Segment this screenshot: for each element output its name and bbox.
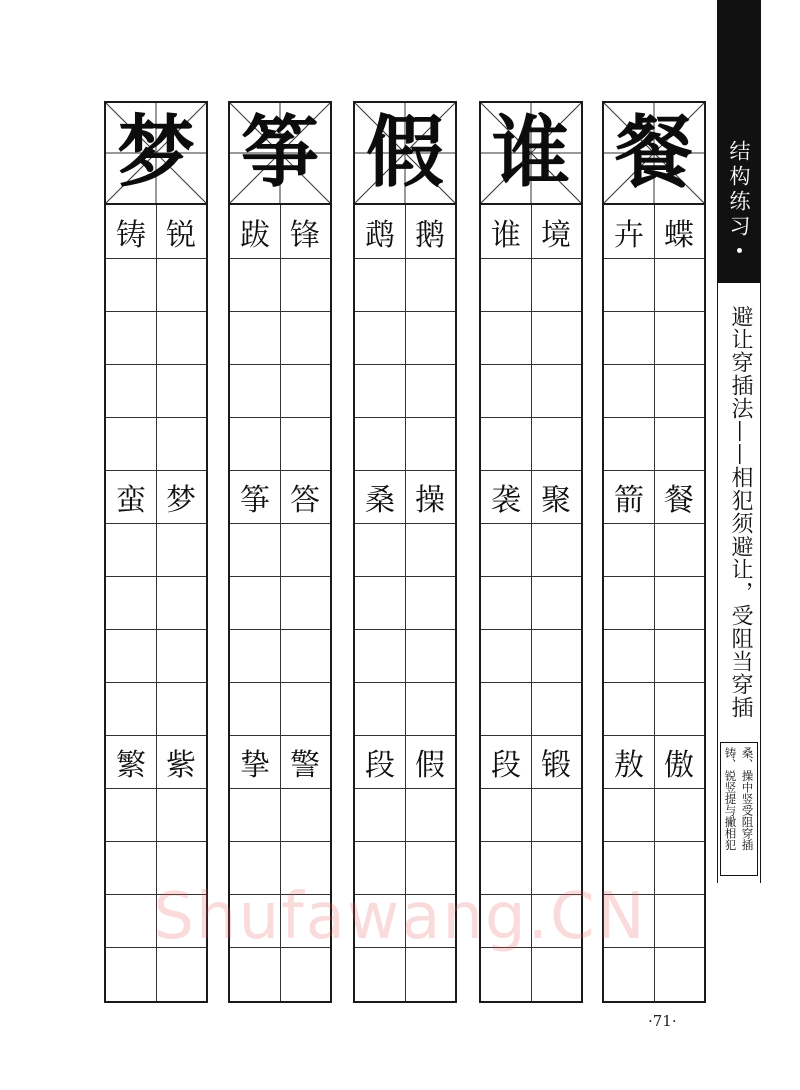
example-character: 段 — [491, 747, 521, 783]
grid-row-line — [106, 629, 206, 630]
mizi-grid-cell — [106, 103, 206, 205]
example-pair — [355, 735, 455, 788]
grid-row-line — [230, 364, 330, 365]
grid-row-line — [355, 311, 455, 312]
grid-row-line — [106, 523, 206, 524]
grid-row-line — [481, 523, 581, 524]
model-character: 餐 — [614, 107, 693, 198]
grid-row-line — [230, 841, 330, 842]
section-title-banner — [717, 0, 761, 283]
example-pair — [230, 735, 330, 788]
grid-row-line — [481, 682, 581, 683]
grid-row-line — [604, 629, 704, 630]
grid-row-line — [604, 788, 704, 789]
mizi-grid-cell — [230, 103, 330, 205]
grid-row-line — [355, 894, 455, 895]
grid-divider — [531, 205, 532, 1001]
annotation-line-1: 桑、操中竖受阻穿插 — [740, 747, 755, 851]
grid-row-line — [604, 417, 704, 418]
model-character: 假 — [365, 107, 444, 198]
grid-row-line — [481, 311, 581, 312]
grid-row-line — [230, 417, 330, 418]
grid-row-line — [106, 364, 206, 365]
grid-row-line — [230, 523, 330, 524]
mizi-grid-cell — [481, 103, 581, 205]
example-pair — [481, 470, 581, 523]
example-pair — [604, 735, 704, 788]
grid-row-line — [230, 258, 330, 259]
grid-row-line — [481, 841, 581, 842]
grid-divider — [156, 205, 157, 1001]
grid-row-line — [355, 417, 455, 418]
example-pair — [604, 205, 704, 258]
example-pair — [604, 470, 704, 523]
example-character: 繁 — [116, 747, 146, 783]
example-character: 傲 — [664, 747, 694, 783]
grid-row-line — [481, 947, 581, 948]
example-character: 筝 — [240, 482, 270, 518]
grid-row-line — [106, 258, 206, 259]
model-character: 谁 — [491, 107, 570, 198]
grid-row-line — [355, 364, 455, 365]
grid-row-line — [106, 894, 206, 895]
grid-row-line — [106, 841, 206, 842]
example-character: 跋 — [240, 217, 270, 253]
example-character: 锻 — [541, 747, 571, 783]
grid-row-line — [604, 364, 704, 365]
example-character: 锋 — [290, 217, 320, 253]
practice-column-2 — [228, 101, 332, 1003]
example-pair — [355, 470, 455, 523]
example-character: 桑 — [365, 482, 395, 518]
grid-row-line — [481, 894, 581, 895]
grid-row-line — [604, 311, 704, 312]
grid-row-line — [604, 841, 704, 842]
practice-grid — [481, 205, 581, 1001]
grid-row-line — [355, 788, 455, 789]
grid-row-line — [230, 629, 330, 630]
example-pair — [230, 470, 330, 523]
example-character: 餐 — [664, 482, 694, 518]
example-character: 紫 — [166, 747, 196, 783]
grid-row-line — [355, 947, 455, 948]
example-character: 答 — [290, 482, 320, 518]
sidebar-rule-left — [717, 283, 718, 883]
grid-row-line — [355, 682, 455, 683]
grid-row-line — [481, 629, 581, 630]
grid-row-line — [355, 258, 455, 259]
practice-grid — [355, 205, 455, 1001]
grid-row-line — [230, 311, 330, 312]
mizi-grid-cell — [355, 103, 455, 205]
example-character: 谁 — [491, 217, 521, 253]
grid-row-line — [106, 682, 206, 683]
example-character: 挚 — [240, 747, 270, 783]
example-character: 警 — [290, 747, 320, 783]
grid-row-line — [106, 947, 206, 948]
example-character: 蝶 — [664, 217, 694, 253]
example-character: 鹅 — [415, 217, 445, 253]
grid-row-line — [481, 364, 581, 365]
grid-row-line — [355, 523, 455, 524]
grid-row-line — [106, 576, 206, 577]
watermark: Shufawang.CN — [153, 880, 647, 954]
example-character: 锐 — [166, 217, 196, 253]
grid-row-line — [106, 311, 206, 312]
grid-row-line — [355, 629, 455, 630]
practice-grid — [106, 205, 206, 1001]
example-character: 箭 — [614, 482, 644, 518]
grid-row-line — [604, 682, 704, 683]
grid-row-line — [604, 258, 704, 259]
grid-row-line — [230, 894, 330, 895]
page-number: ·71· — [648, 1012, 677, 1030]
method-description: 避让穿插法——相犯须避让，受阻当穿插 — [728, 305, 753, 719]
grid-row-line — [106, 788, 206, 789]
practice-grid — [230, 205, 330, 1001]
grid-divider — [405, 205, 406, 1001]
grid-row-line — [481, 788, 581, 789]
example-character: 梦 — [166, 482, 196, 518]
grid-row-line — [481, 417, 581, 418]
practice-column-1 — [104, 101, 208, 1003]
example-pair — [481, 205, 581, 258]
example-character: 卉 — [614, 217, 644, 253]
section-title: 结构练习 — [727, 140, 751, 240]
example-character: 敖 — [614, 747, 644, 783]
grid-divider — [280, 205, 281, 1001]
grid-row-line — [481, 258, 581, 259]
practice-column-4 — [479, 101, 583, 1003]
grid-row-line — [355, 576, 455, 577]
practice-column-5 — [602, 101, 706, 1003]
grid-row-line — [230, 788, 330, 789]
example-character: 袭 — [491, 482, 521, 518]
example-character: 段 — [365, 747, 395, 783]
example-character: 鹉 — [365, 217, 395, 253]
grid-row-line — [604, 894, 704, 895]
grid-divider — [654, 205, 655, 1001]
example-pair — [230, 205, 330, 258]
example-character: 假 — [415, 747, 445, 783]
example-pair — [106, 735, 206, 788]
example-pair — [106, 205, 206, 258]
grid-row-line — [230, 947, 330, 948]
grid-row-line — [604, 523, 704, 524]
example-pair — [481, 735, 581, 788]
bullet-dot — [737, 248, 742, 253]
example-character: 操 — [415, 482, 445, 518]
model-character: 筝 — [240, 107, 319, 198]
grid-row-line — [106, 417, 206, 418]
grid-row-line — [230, 576, 330, 577]
example-character: 蛮 — [116, 482, 146, 518]
example-character: 铸 — [116, 217, 146, 253]
grid-row-line — [481, 576, 581, 577]
example-pair — [106, 470, 206, 523]
sidebar-rule-right — [760, 283, 761, 883]
practice-column-3 — [353, 101, 457, 1003]
grid-row-line — [604, 576, 704, 577]
grid-row-line — [604, 947, 704, 948]
example-pair — [355, 205, 455, 258]
model-character: 梦 — [116, 107, 195, 198]
example-character: 境 — [541, 217, 571, 253]
grid-row-line — [355, 841, 455, 842]
annotation-box — [720, 742, 758, 876]
grid-row-line — [230, 682, 330, 683]
example-character: 聚 — [541, 482, 571, 518]
practice-grid — [604, 205, 704, 1001]
mizi-grid-cell — [604, 103, 704, 205]
annotation-line-2: 铸、锐竖提与撇相犯 — [723, 747, 738, 851]
